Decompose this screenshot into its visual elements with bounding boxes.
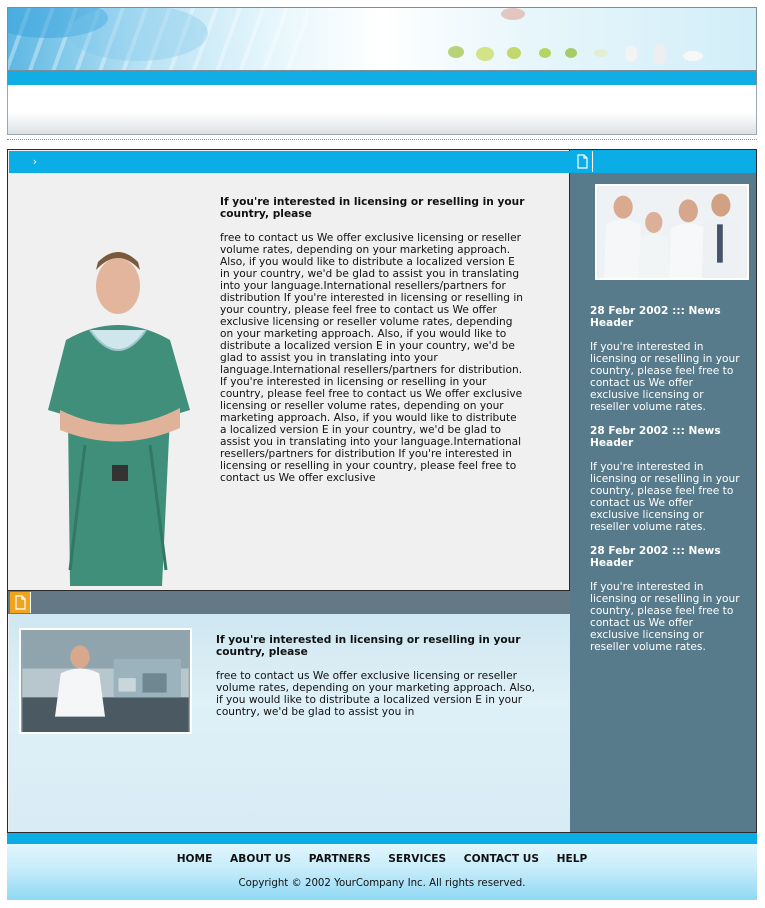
header-banner xyxy=(7,7,757,71)
nav-contact-us[interactable]: CONTACT US xyxy=(463,853,539,865)
nav-home[interactable]: HOME xyxy=(176,853,213,865)
nav-help[interactable]: HELP xyxy=(556,853,588,865)
section-2 xyxy=(9,614,570,832)
news-item xyxy=(590,545,745,653)
doctor-photo xyxy=(30,240,210,586)
sidebar xyxy=(570,149,757,833)
lab-photo xyxy=(19,628,192,734)
nav-services[interactable]: SERVICES xyxy=(388,853,447,865)
main-content xyxy=(7,149,570,833)
nav-about-us[interactable]: ABOUT US xyxy=(230,853,292,865)
arrow-right-icon: › xyxy=(32,155,38,168)
news-header: 28 Febr 2002 ::: News Header xyxy=(590,425,721,449)
article-1-heading: If you're interested in licensing or reselling in your country, please xyxy=(220,196,525,220)
team-photo xyxy=(595,184,749,280)
news-text: If you're interested in licensing or reselling in your country, please feel free to contact us We offer exclusive licensing or reseller volume rates. xyxy=(590,581,740,653)
footer xyxy=(7,844,757,900)
footer-nav xyxy=(7,853,757,865)
document-icon xyxy=(572,151,593,172)
main-section-bar xyxy=(9,151,570,173)
article-2-body: free to contact us We offer exclusive licensing or reseller volume rates, depending on your marketing approach. Also, if you would like to distribute a localized version E in your country, we'd be glad to assist you in xyxy=(216,670,536,718)
footer-band xyxy=(7,833,757,844)
section-bar xyxy=(8,590,571,614)
document-icon xyxy=(10,592,31,613)
article-1 xyxy=(220,196,525,484)
news-header: 28 Febr 2002 ::: News Header xyxy=(590,545,721,569)
header-band xyxy=(7,71,757,85)
sidebar-bar xyxy=(570,150,756,173)
page-frame xyxy=(7,7,757,900)
news-item xyxy=(590,305,745,413)
news-text: If you're interested in licensing or reselling in your country, please feel free to contact us We offer exclusive licensing or reseller volume rates. xyxy=(590,461,740,533)
article-1-body-2: If you're interested in licensing or reselling in your country, please feel free to contact us We offer exclusive licensing or reseller volume rates, depending on your marketing approach. Also, if you would like to distribute a localized version E in your country, we'd be glad to assist you in translating into your language.International resellers/partners for distribution If you're interested in licensing or reselling in your country, please feel free to contact us We offer exclusive xyxy=(220,376,523,484)
article-2 xyxy=(216,634,536,718)
article-1-body: free to contact us We offer exclusive licensing or reseller volume rates, depending on your marketing approach. Also, if you would like to distribute a localized version E in your country, we'd be glad to assist you in translating into your language.International resellers/partners for distribution If you're interested in licensing or reselling in your country, please feel free to contact us We offer exclusive licensing or reseller volume rates, depending on your marketing approach. Also, if you would like to distribute a localized version E in your country, we'd be glad to assist you in translating into your language.International resellers/partners for distribution. xyxy=(220,232,524,376)
header-white-band xyxy=(7,85,757,135)
dotted-divider xyxy=(7,135,757,140)
article-2-heading: If you're interested in licensing or reselling in your country, please xyxy=(216,634,521,658)
news-header: 28 Febr 2002 ::: News Header xyxy=(590,305,721,329)
nav-partners[interactable]: PARTNERS xyxy=(308,853,371,865)
copyright: Copyright © 2002 YourCompany Inc. All rights reserved. xyxy=(238,878,526,889)
news-text: If you're interested in licensing or reselling in your country, please feel free to contact us We offer exclusive licensing or reseller volume rates. xyxy=(590,341,740,413)
news-item xyxy=(590,425,745,533)
pills-graphic xyxy=(8,8,757,71)
